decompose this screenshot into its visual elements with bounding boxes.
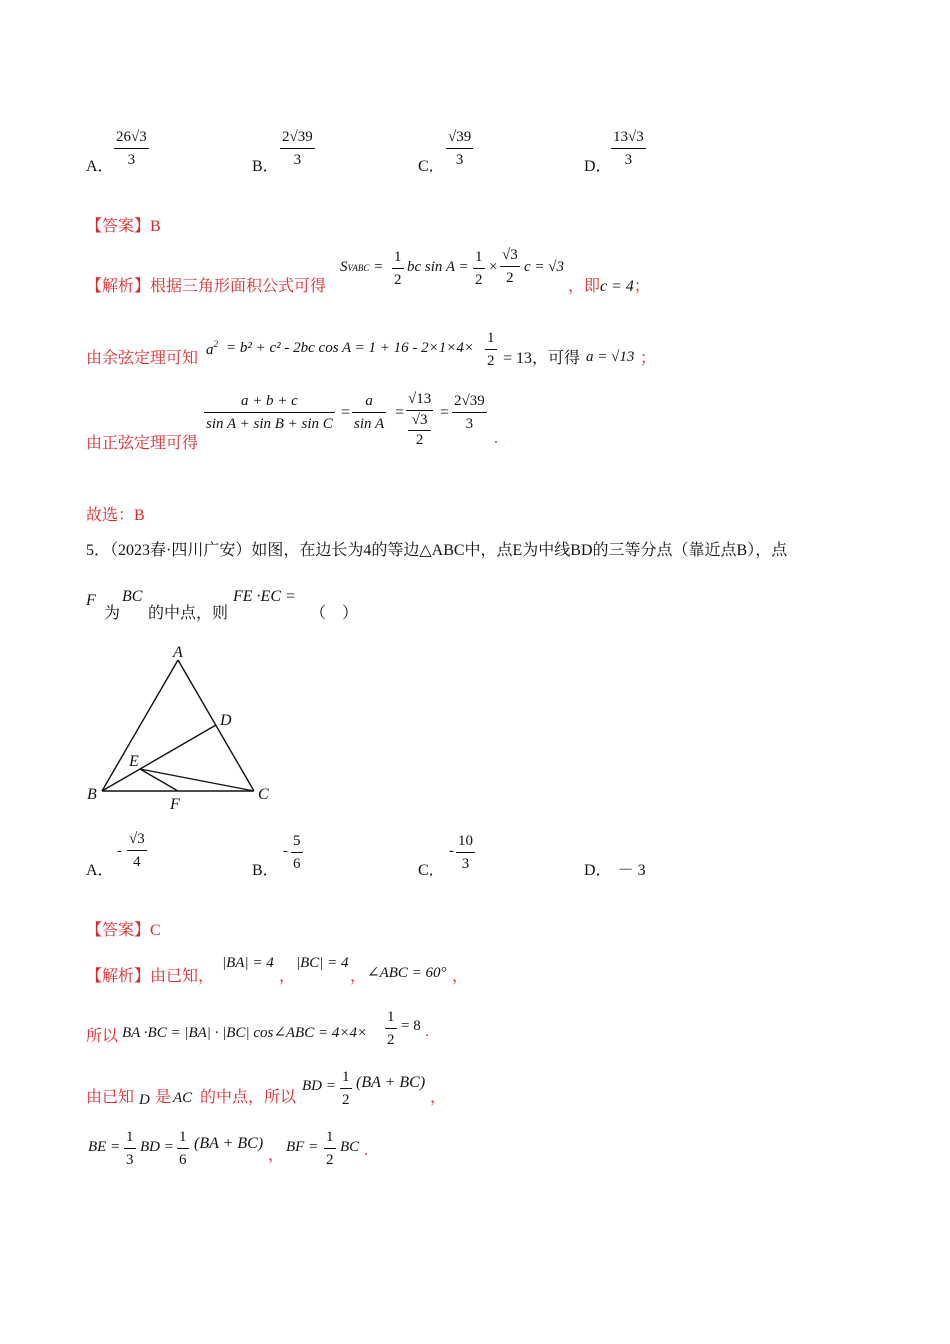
- denominator: 3: [446, 148, 473, 168]
- bc-magnitude: |BC| = 4: [296, 955, 349, 971]
- comma: ，: [350, 968, 367, 985]
- q5-stem-line1: 5．（2023春·四川广安）如图，在边长为4的等边△ABC中，点E为中线BD的三等分点（靠近点B），点: [86, 542, 788, 559]
- area-formula-mid: bc sin A =: [407, 259, 469, 275]
- q5-stem-line2: [86, 592, 96, 610]
- q5-line3-is: 是: [155, 1089, 172, 1106]
- q4-option-b[interactable]: [252, 153, 279, 176]
- q4-option-b-frac: [280, 130, 315, 168]
- q5-stem-bc: BC: [122, 588, 143, 605]
- label-c: C: [258, 786, 269, 803]
- period: .: [364, 1142, 368, 1159]
- q4-option-d[interactable]: [584, 153, 612, 176]
- label-a: A: [173, 644, 183, 661]
- q4-option-c[interactable]: [418, 153, 445, 176]
- point-d: D: [139, 1092, 150, 1108]
- q5-analysis-line2: 所以: [86, 1028, 119, 1045]
- q5-option-b[interactable]: [252, 857, 279, 880]
- area-formula-end: c = √3: [524, 259, 565, 275]
- analysis-text: 由已知，: [150, 968, 215, 985]
- numerator: 2√39: [282, 129, 313, 145]
- option-label: B．: [252, 862, 279, 879]
- numerator: 5: [293, 833, 301, 849]
- q4-line2-tail: [503, 345, 580, 368]
- bd-term: BD =: [140, 1139, 174, 1155]
- q4-analysis-line2: 由余弦定理可知: [86, 350, 199, 367]
- numerator: √3: [129, 831, 145, 847]
- numerator: √39: [448, 129, 472, 145]
- comma: ，: [268, 1147, 285, 1164]
- angle-abc: ∠ABC = 60°: [367, 965, 447, 981]
- denominator: 3: [456, 852, 475, 872]
- option-label: D．: [584, 158, 612, 175]
- label-e: E: [129, 753, 139, 770]
- q4-option-c-frac: [446, 130, 473, 168]
- analysis-label: 【解析】: [86, 968, 151, 985]
- median-bd: [102, 725, 216, 791]
- a-value: a = √13: [586, 349, 635, 365]
- half-fraction: $\frac{1}{2}$: [342, 1069, 350, 1108]
- q5-answer: 【答案】C: [86, 922, 161, 939]
- q5-analysis-line3: 由已知: [86, 1089, 135, 1106]
- q5-stem-paren[interactable]: （ ）: [310, 605, 359, 622]
- bd-vector: BD =: [302, 1078, 336, 1094]
- segment-ac: AC: [173, 1090, 193, 1106]
- numerator: 13√3: [613, 129, 644, 145]
- bf-vector: BF =: [286, 1139, 319, 1155]
- q5-stem-expr: FE ·EC =: [233, 588, 296, 605]
- be-vector: BE =: [88, 1139, 121, 1155]
- q4-choice: 故选：B: [86, 507, 145, 524]
- analysis-text: 根据三角形面积公式可得: [150, 278, 327, 295]
- q4-option-a-frac: [114, 130, 149, 168]
- option-label: B．: [252, 158, 279, 175]
- q5-stem-mid: 的中点，则: [148, 605, 229, 622]
- sqrt3-over-2: $\frac{√3}{2}$: [502, 247, 518, 286]
- tail-text: ，即: [568, 278, 601, 295]
- numerator: 10: [458, 833, 473, 849]
- q5-option-b-frac: [291, 834, 303, 872]
- minus-sign: -: [449, 843, 454, 859]
- q5-line3-mid: 的中点，所以: [200, 1089, 297, 1106]
- denominator: 4: [127, 850, 147, 870]
- q5-analysis-line1: [86, 963, 214, 986]
- dot-product-expr: BA ·BC = |BA| · |BC| cos∠ABC = 4×4×: [122, 1025, 368, 1041]
- times-sign: ×: [489, 259, 498, 275]
- denominator: 3: [280, 148, 315, 168]
- q4-option-a[interactable]: [86, 153, 114, 176]
- period: .: [425, 1023, 429, 1040]
- comma: ，: [279, 968, 296, 985]
- ba-magnitude: |BA| = 4: [222, 955, 274, 971]
- half-fraction: $\frac{1}{2}$: [387, 1009, 395, 1048]
- bd-paren: (BA + BC): [356, 1074, 426, 1091]
- comma: ，: [430, 1089, 447, 1106]
- label-d: D: [220, 712, 232, 729]
- sine-law-result: $\frac{2√39}{3}$: [454, 393, 485, 432]
- period: .: [494, 430, 498, 447]
- comma: ，: [452, 968, 469, 985]
- semicolon: ；: [640, 350, 657, 367]
- semicolon: ；: [633, 278, 650, 295]
- cosine-law-expr: = b² + c² - 2bc cos A = 1 + 16 - 2×1×4×: [226, 340, 475, 356]
- sine-law-frac1: $\frac{a + b + c}{\text{sin A + sin B + sin C}}$: [206, 393, 333, 432]
- sine-law-frac2: $\frac{a}{\text{sin A}}$: [354, 393, 385, 432]
- q4-analysis-line1: [86, 273, 326, 296]
- side-ab: [102, 660, 178, 791]
- segment-ec: [140, 769, 254, 791]
- q5-option-d[interactable]: [584, 857, 646, 880]
- q5-option-c[interactable]: [418, 857, 445, 880]
- equals: =: [395, 404, 405, 421]
- option-label: A．: [86, 158, 114, 175]
- be-paren: (BA + BC): [194, 1135, 264, 1152]
- option-label: D．: [584, 862, 612, 879]
- tail-text: = 13，可得: [503, 350, 581, 367]
- half-fraction: $\frac{1}{2}$: [487, 330, 495, 369]
- area-formula-s: SVABC =: [340, 259, 384, 275]
- equals: =: [341, 404, 351, 421]
- q5-option-a[interactable]: [86, 857, 114, 880]
- q4-option-d-frac: [611, 130, 646, 168]
- q5-stem-wei: 为: [104, 605, 121, 622]
- point-f: F: [86, 592, 96, 609]
- option-label: A．: [86, 862, 114, 879]
- half-fraction: $\frac{1}{2}$: [326, 1129, 334, 1168]
- third-fraction: $\frac{1}{3}$: [126, 1129, 134, 1168]
- half-fraction: $\frac{1}{2}$: [475, 249, 483, 288]
- q5-option-a-frac: [127, 832, 147, 870]
- dot-product-result: = 8: [401, 1018, 421, 1034]
- cosine-law-a2: $a^2$: [206, 339, 218, 358]
- denominator: 3: [114, 148, 149, 168]
- c-value: c = 4: [600, 278, 634, 295]
- analysis-label: 【解析】: [86, 278, 151, 295]
- equals: =: [440, 404, 450, 421]
- denominator: 6: [291, 852, 303, 872]
- triangle-figure: [80, 640, 280, 815]
- option-label: C．: [418, 158, 445, 175]
- minus-sign: -: [117, 843, 122, 859]
- half-fraction: $\frac{1}{2}$: [394, 249, 402, 288]
- numerator: 26√3: [116, 129, 147, 145]
- q4-answer: 【答案】B: [86, 218, 161, 235]
- label-f: F: [170, 796, 180, 813]
- q4-analysis-line3: 由正弦定理可得: [86, 435, 199, 452]
- option-value: － 3: [617, 862, 646, 879]
- label-b: B: [87, 786, 97, 803]
- minus-sign: -: [283, 843, 288, 859]
- q5-option-c-frac: [456, 834, 475, 872]
- sixth-fraction: $\frac{1}{6}$: [179, 1129, 187, 1168]
- denominator: 3: [611, 148, 646, 168]
- bc-term: BC: [340, 1139, 360, 1155]
- q4-line1-tail: [568, 273, 650, 296]
- sine-law-frac3: √13 √3 2: [408, 391, 432, 448]
- option-label: C．: [418, 862, 445, 879]
